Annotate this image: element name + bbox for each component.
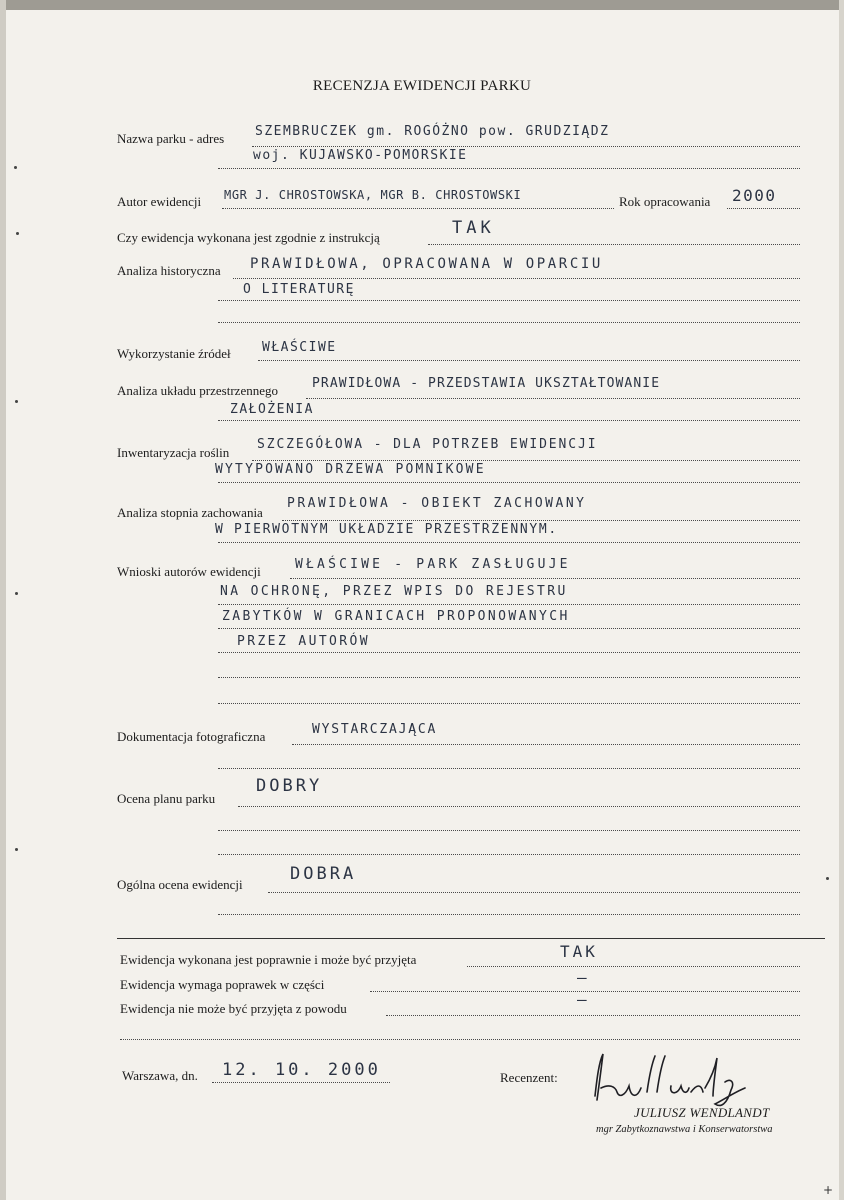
- year-label: Rok opracowania: [619, 194, 711, 209]
- historical-value-2: O LITERATURĘ: [243, 282, 355, 297]
- inventory-value: SZCZEGÓŁOWA - DLA POTRZEB EWIDENCJI: [257, 437, 598, 452]
- verdict-accepted-value: TAK: [560, 942, 598, 961]
- overall-rating-label: Ogólna ocena ewidencji: [117, 877, 243, 892]
- inventory-value-2: WYTYPOWANO DRZEWA POMNIKOWE: [215, 462, 486, 477]
- verdict-rejected-label: Ewidencja nie może być przyjęta z powodu: [120, 1001, 347, 1016]
- verdict-corrections-value: —: [577, 968, 589, 987]
- preservation-line-2: [218, 542, 800, 543]
- historical-value: PRAWIDŁOWA, OPRACOWANA W OPARCIU: [250, 256, 603, 272]
- year-value: 2000: [732, 186, 777, 205]
- scan-top-edge: [0, 0, 844, 10]
- plan-value: DOBRY: [256, 776, 323, 796]
- author-value: MGR J. CHROSTOWSKA, MGR B. CHROSTOWSKI: [224, 188, 522, 202]
- form-title: RECENZJA EWIDENCJI PARKU: [312, 78, 532, 94]
- conclusions-line-2: [218, 604, 800, 605]
- spatial-value-2: ZAŁOŻENIA: [230, 402, 314, 417]
- compliance-line: [428, 244, 800, 245]
- park-name-value: SZEMBRUCZEK gm. ROGÓŻNO pow. GRUDZIĄDZ: [255, 124, 610, 139]
- plan-rating-label: Ocena planu parku: [117, 791, 216, 806]
- place-date-label: Warszawa, dn.: [122, 1068, 198, 1083]
- scan-left-edge: [0, 0, 6, 1200]
- preservation-line: [282, 520, 800, 521]
- reviewer-title: mgr Zabytkoznawstwa i Konserwatorstwa: [596, 1124, 773, 1135]
- conclusions-line-4: [218, 652, 800, 653]
- margin-mark: [826, 877, 829, 880]
- inventory-line: [252, 460, 800, 461]
- park-name-line-2: [218, 168, 800, 169]
- sources-line: [258, 360, 800, 361]
- spatial-value: PRAWIDŁOWA - PRZEDSTAWIA UKSZTAŁTOWANIE: [312, 376, 661, 391]
- year-line: [727, 208, 800, 209]
- photo-line-2: [218, 768, 800, 769]
- photo-value: WYSTARCZAJĄCA: [312, 722, 438, 737]
- overall-line-2: [218, 914, 800, 915]
- conclusions-line-5: [218, 677, 800, 678]
- preservation-analysis-label: Analiza stopnia zachowania: [117, 505, 263, 520]
- margin-mark: [16, 232, 19, 235]
- verdict-accepted-label: Ewidencja wykonana jest poprawnie i może być przyjęta: [120, 952, 417, 967]
- margin-mark: [15, 400, 18, 403]
- verdict-rejected-line: [386, 1015, 800, 1016]
- margin-mark: [14, 166, 17, 169]
- date-value: 12. 10. 2000: [222, 1060, 381, 1080]
- compliance-value: TAK: [452, 218, 495, 238]
- section-divider: [117, 938, 825, 939]
- plan-line-2: [218, 830, 800, 831]
- sources-value: WŁAŚCIWE: [262, 340, 337, 355]
- conclusions-value-3: ZABYTKÓW W GRANICACH PROPONOWANYCH: [222, 609, 570, 624]
- historical-line-3: [218, 322, 800, 323]
- plan-line-3: [218, 854, 800, 855]
- inventory-line-2: [218, 482, 800, 483]
- verdict-rejected-value: —: [577, 990, 589, 1009]
- sources-label: Wykorzystanie źródeł: [117, 346, 231, 361]
- photo-documentation-label: Dokumentacja fotograficzna: [117, 729, 266, 744]
- spatial-line-2: [218, 420, 800, 421]
- spatial-analysis-label: Analiza układu przestrzennego: [117, 383, 278, 398]
- overall-value: DOBRA: [290, 864, 357, 884]
- author-line: [222, 208, 614, 209]
- preservation-value: PRAWIDŁOWA - OBIEKT ZACHOWANY: [287, 496, 587, 511]
- conclusions-line-3: [218, 628, 800, 629]
- conclusions-value-4: PRZEZ AUTORÓW: [237, 634, 370, 649]
- conclusions-line-6: [218, 703, 800, 704]
- author-label: Autor ewidencji: [117, 194, 202, 209]
- spatial-line: [306, 398, 800, 399]
- verdict-corrections-label: Ewidencja wymaga poprawek w części: [120, 977, 325, 992]
- reviewer-name: JULIUSZ WENDLANDT: [634, 1105, 770, 1120]
- overall-line: [268, 892, 800, 893]
- conclusions-value: WŁAŚCIWE - PARK ZASŁUGUJE: [295, 557, 571, 572]
- reviewer-label: Recenzent:: [500, 1070, 558, 1085]
- park-region-value: woj. KUJAWSKO-POMORSKIE: [253, 148, 468, 163]
- preservation-value-2: W PIERWOTNYM UKŁADZIE PRZESTRZENNYM.: [215, 522, 558, 537]
- park-name-line: [252, 146, 800, 147]
- registration-mark: +: [823, 1183, 834, 1197]
- verdict-rejected-line-2: [120, 1039, 800, 1040]
- reviewer-signature: [585, 1048, 785, 1110]
- scan-right-edge: [839, 0, 844, 1200]
- compliance-label: Czy ewidencja wykonana jest zgodnie z instrukcją: [117, 230, 380, 245]
- historical-line-2: [218, 300, 800, 301]
- conclusions-line: [290, 578, 800, 579]
- plan-line: [238, 806, 800, 807]
- margin-mark: [15, 592, 18, 595]
- conclusions-value-2: NA OCHRONĘ, PRZEZ WPIS DO REJESTRU: [220, 584, 568, 599]
- plant-inventory-label: Inwentaryzacja roślin: [117, 445, 230, 460]
- park-name-label: Nazwa parku - adres: [117, 131, 225, 146]
- verdict-accepted-line: [467, 966, 800, 967]
- conclusions-label: Wnioski autorów ewidencji: [117, 564, 261, 579]
- photo-line: [292, 744, 800, 745]
- date-line: [212, 1082, 390, 1083]
- margin-mark: [15, 848, 18, 851]
- historical-analysis-label: Analiza historyczna: [117, 263, 221, 278]
- historical-line: [233, 278, 800, 279]
